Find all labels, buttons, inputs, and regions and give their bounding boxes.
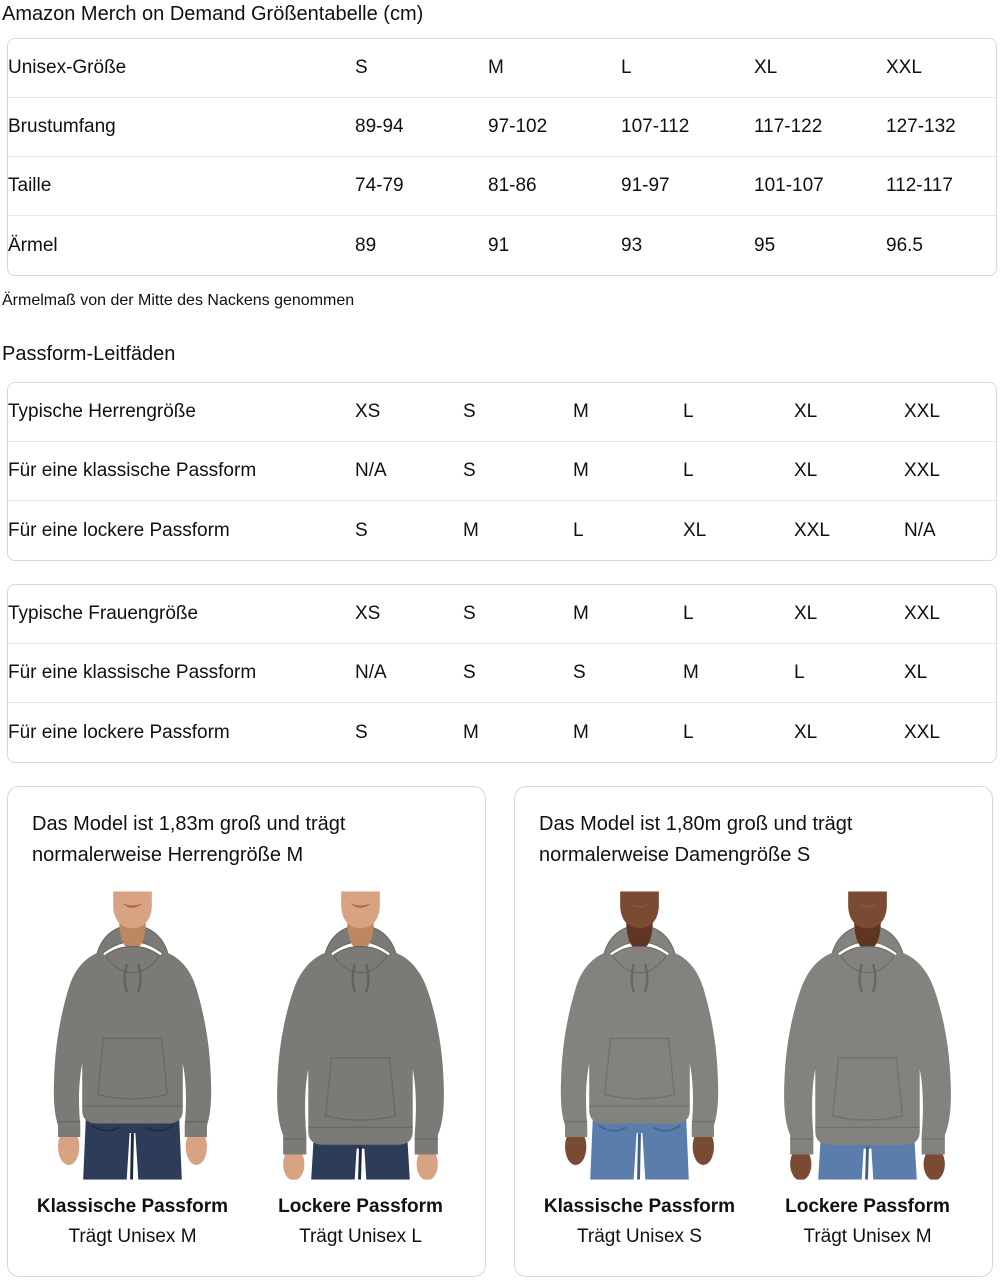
loose-fit-figure: [258, 887, 463, 1248]
table-cell: L: [621, 39, 754, 98]
table-cell: M: [463, 519, 479, 541]
table-cell: 117-122: [754, 98, 886, 157]
table-cell: L: [573, 519, 584, 541]
model-figures: [515, 887, 992, 1248]
table-row: [8, 216, 996, 275]
table-cell: XL: [794, 721, 818, 743]
table-cell: L: [794, 644, 904, 703]
table-cell: XL: [794, 383, 904, 442]
table-cell: XXL: [794, 519, 830, 541]
table-cell: M: [573, 585, 683, 644]
table-row: [8, 703, 996, 762]
table-cell: L: [683, 585, 794, 644]
table-cell: XXL: [904, 383, 996, 442]
fit-label: Lockere Passform: [785, 1196, 950, 1217]
table-cell: S: [573, 644, 683, 703]
row-label: Für eine lockere Passform: [8, 721, 230, 743]
row-label: Für eine lockere Passform: [8, 519, 230, 541]
womens-model-card: [514, 786, 993, 1277]
table-cell: S: [463, 442, 573, 501]
table-cell: 89-94: [355, 98, 488, 157]
sleeve-measure-note: Ärmelmaß von der Mitte des Nackens genommen: [2, 292, 355, 309]
table-cell: M: [573, 383, 683, 442]
table-cell: 95: [754, 234, 776, 256]
table-cell: S: [463, 585, 573, 644]
table-cell: S: [463, 644, 573, 703]
table-cell: M: [488, 39, 621, 98]
table-cell: 93: [621, 234, 643, 256]
table-cell: XL: [794, 442, 904, 501]
model-figures: [8, 887, 485, 1248]
loose-fit-figure: [765, 887, 970, 1248]
model-cards: [7, 786, 993, 1277]
table-cell: L: [683, 721, 694, 743]
table-cell: 81-86: [488, 157, 621, 216]
table-cell: XL: [904, 644, 996, 703]
row-label: Brustumfang: [8, 98, 355, 157]
table-row: [8, 442, 996, 501]
table-cell: 74-79: [355, 157, 488, 216]
table-cell: 101-107: [754, 157, 886, 216]
figure-caption: [765, 1196, 970, 1248]
figure-caption: [30, 1196, 235, 1248]
table-cell: 96.5: [886, 234, 923, 256]
table-cell: XS: [355, 383, 463, 442]
table-cell: M: [573, 442, 683, 501]
table-cell: S: [463, 383, 573, 442]
model-description: Das Model ist 1,80m groß und trägt normalerweise Damengröße S: [539, 813, 853, 866]
male-model-classic-fit-photo: [30, 887, 235, 1184]
table-cell: 97-102: [488, 98, 621, 157]
table-cell: XL: [683, 519, 707, 541]
model-description: Das Model ist 1,83m groß und trägt normalerweise Herrengröße M: [32, 813, 346, 866]
size-chart-page: [0, 2, 1000, 1277]
row-label: Ärmel: [8, 234, 58, 256]
womens-fit-table: [7, 584, 997, 763]
table-row: [8, 644, 996, 703]
table-cell: XXL: [904, 442, 996, 501]
table-cell: 91: [488, 234, 510, 256]
table-cell: XXL: [904, 721, 940, 743]
fit-label: Lockere Passform: [278, 1196, 443, 1217]
table-cell: M: [573, 721, 589, 743]
table-cell: L: [683, 442, 794, 501]
unisex-size-table: [7, 38, 997, 276]
table-row: [8, 157, 996, 216]
size-label: Trägt Unisex M: [68, 1226, 197, 1247]
table-cell: N/A: [904, 519, 936, 541]
table-cell: XXL: [886, 39, 996, 98]
table-cell: 107-112: [621, 98, 754, 157]
row-label: Typische Herrengröße: [8, 383, 355, 442]
table-cell: XL: [794, 585, 904, 644]
classic-fit-figure: [30, 887, 235, 1248]
table-cell: XL: [754, 39, 886, 98]
table-cell: S: [355, 39, 488, 98]
table-row: [8, 585, 996, 644]
table-row: [8, 98, 996, 157]
row-label: Taille: [8, 157, 355, 216]
table-cell: XS: [355, 585, 463, 644]
mens-model-card: [7, 786, 486, 1277]
table-cell: S: [355, 519, 368, 541]
size-label: Trägt Unisex M: [803, 1226, 932, 1247]
size-label: Trägt Unisex S: [577, 1226, 702, 1247]
table-cell: 89: [355, 234, 377, 256]
female-model-loose-fit-photo: [765, 887, 970, 1184]
table-cell: L: [683, 383, 794, 442]
table-cell: S: [355, 721, 368, 743]
table-cell: M: [683, 644, 794, 703]
classic-fit-figure: [537, 887, 742, 1248]
table-cell: 127-132: [886, 98, 996, 157]
fit-label: Klassische Passform: [36, 1196, 229, 1217]
table-row: [8, 501, 996, 560]
figure-caption: [258, 1196, 463, 1248]
size-label: Trägt Unisex L: [299, 1226, 422, 1247]
row-label: Für eine klassische Passform: [8, 644, 355, 703]
table-cell: XXL: [904, 585, 996, 644]
figure-caption: [537, 1196, 742, 1248]
mens-fit-table: [7, 382, 997, 561]
table-row: [8, 383, 996, 442]
row-label: Für eine klassische Passform: [8, 442, 355, 501]
fit-guides-heading: Passform-Leitfäden: [2, 343, 176, 365]
table-cell: 91-97: [621, 157, 754, 216]
table-cell: N/A: [355, 442, 463, 501]
row-label: Typische Frauengröße: [8, 585, 355, 644]
page-title: Amazon Merch on Demand Größentabelle (cm): [2, 3, 424, 25]
female-model-classic-fit-photo: [537, 887, 742, 1184]
table-cell: M: [463, 721, 479, 743]
table-cell: N/A: [355, 644, 463, 703]
table-cell: 112-117: [886, 157, 996, 216]
fit-label: Klassische Passform: [543, 1196, 736, 1217]
row-label: Unisex-Größe: [8, 39, 355, 98]
table-row: [8, 39, 996, 98]
male-model-loose-fit-photo: [258, 887, 463, 1184]
